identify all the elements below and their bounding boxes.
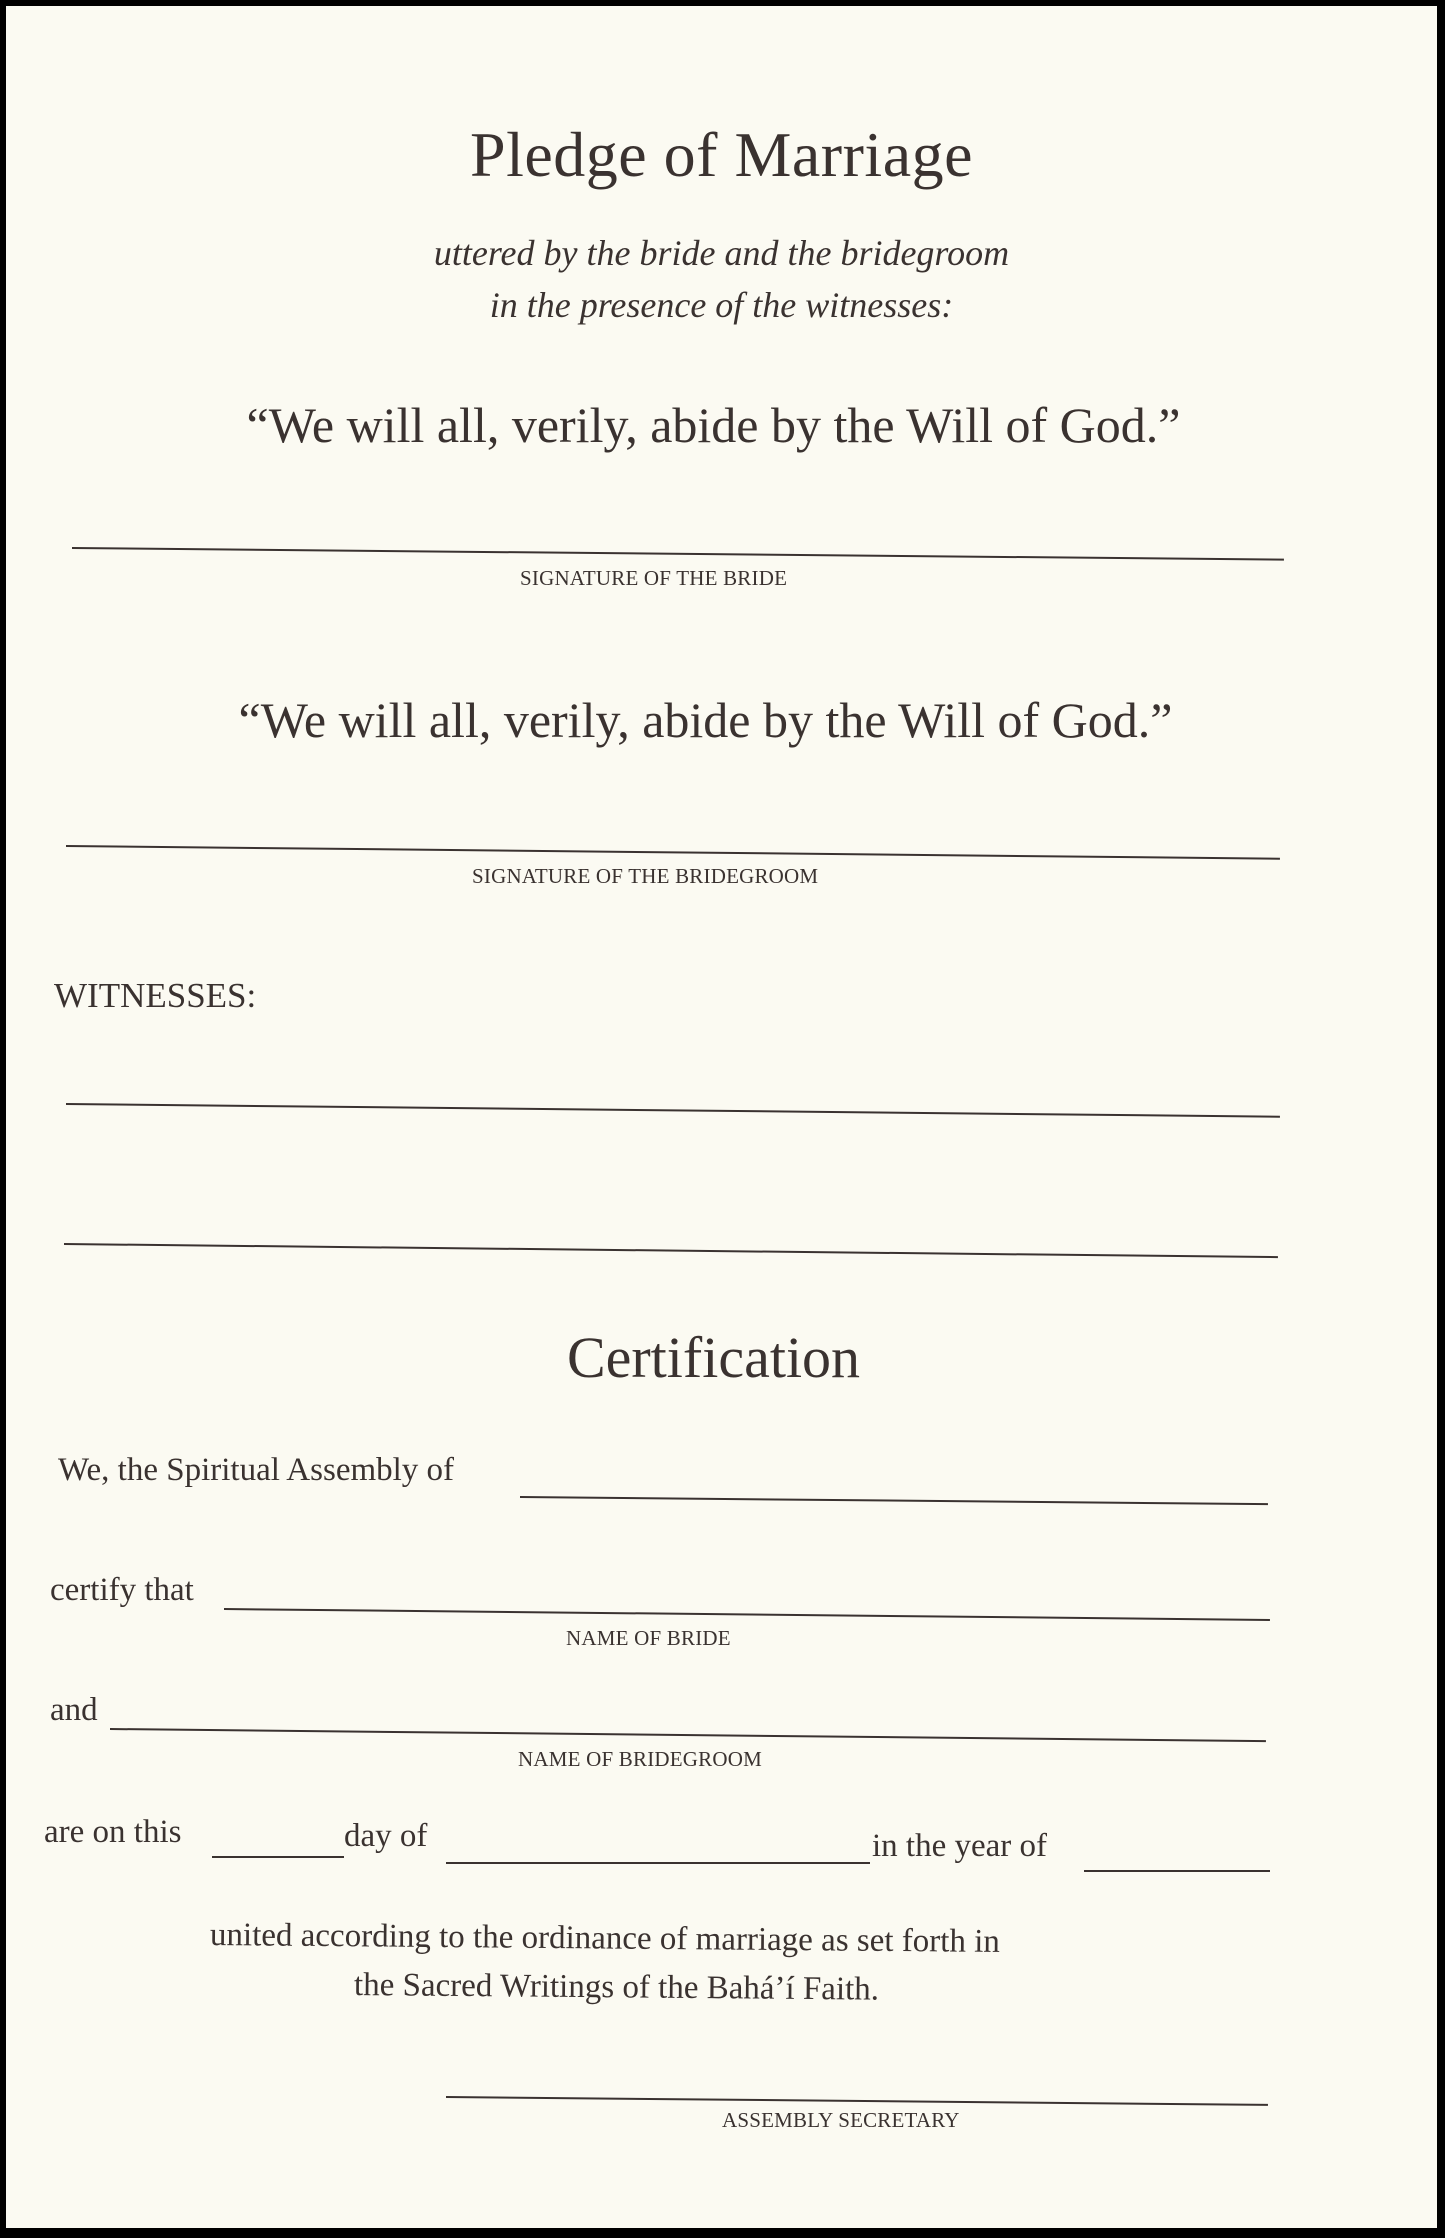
certification-statement-line-1: united according to the ordinance of marriage as set forth in [209, 1917, 1001, 1960]
witnesses-label: WITNESSES: [54, 976, 257, 1015]
bride-name-field[interactable] [224, 1608, 1270, 1621]
date-prefix-label: are on this [44, 1814, 182, 1850]
certification-statement-line-2: the Sacred Writings of the Bahá’í Faith. [353, 1967, 880, 2008]
day-field[interactable] [212, 1856, 344, 1858]
certify-that-label: certify that [50, 1572, 194, 1608]
bride-signature-field[interactable] [72, 547, 1284, 561]
witness-1-signature-field[interactable] [66, 1103, 1280, 1118]
subtitle-line-1: uttered by the bride and the bridegroom [433, 233, 1010, 273]
day-of-label: day of [344, 1818, 428, 1854]
bridegroom-name-field[interactable] [110, 1728, 1266, 1742]
month-field[interactable] [446, 1862, 870, 1864]
year-label: in the year of [872, 1828, 1048, 1864]
certification-heading: Certification [566, 1325, 861, 1390]
bride-vow: “We will all, verily, abide by the Will of God.” [246, 397, 1181, 453]
bride-signature-caption: SIGNATURE OF THE BRIDE [520, 566, 788, 590]
bridegroom-signature-caption: SIGNATURE OF THE BRIDEGROOM [472, 864, 819, 888]
bridegroom-signature-field[interactable] [66, 845, 1280, 860]
bridegroom-vow: “We will all, verily, abide by the Will of God.” [238, 692, 1173, 748]
and-label: and [50, 1692, 98, 1728]
witness-2-signature-field[interactable] [64, 1243, 1278, 1258]
assembly-label: We, the Spiritual Assembly of [58, 1452, 455, 1488]
year-field[interactable] [1084, 1870, 1270, 1872]
marriage-certificate-page [6, 6, 1437, 2228]
secretary-caption: ASSEMBLY SECRETARY [722, 2108, 960, 2132]
subtitle-line-2: in the presence of the witnesses: [489, 285, 954, 325]
secretary-signature-field[interactable] [446, 2096, 1268, 2106]
assembly-name-field[interactable] [520, 1496, 1268, 1505]
page-title: Pledge of Marriage [469, 119, 974, 190]
bride-name-caption: NAME OF BRIDE [566, 1626, 731, 1650]
bridegroom-name-caption: NAME OF BRIDEGROOM [518, 1747, 762, 1771]
